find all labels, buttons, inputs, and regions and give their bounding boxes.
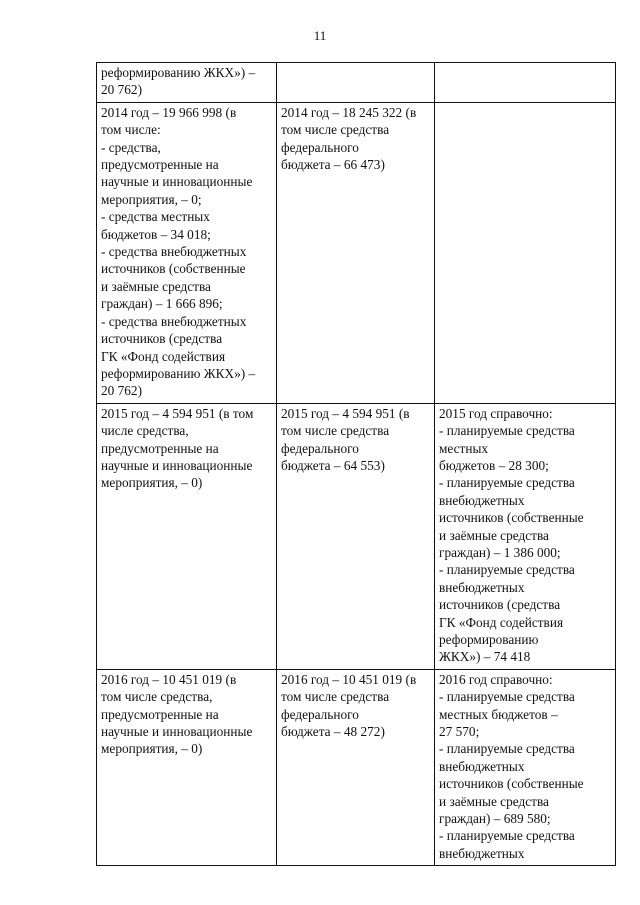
cell-text-line: том числе средства, <box>101 689 213 705</box>
cell-text-line: мероприятия, – 0; <box>101 191 202 207</box>
table-cell <box>97 403 277 669</box>
cell-text-line: бюджета – 48 272) <box>281 724 385 740</box>
cell-text-line: бюджета – 66 473) <box>281 157 385 173</box>
page-number: 11 <box>313 28 327 43</box>
cell-text-line: реформированию ЖКХ») – <box>101 365 256 381</box>
cell-text-line: - средства внебюджетных <box>101 313 247 329</box>
cell-text-line: источников (средства <box>439 597 561 613</box>
cell-text-line: источников (средства <box>101 331 223 347</box>
cell-text-line: - планируемые средства <box>439 562 575 578</box>
cell-text-line: 2016 год – 10 451 019 (в <box>101 671 237 687</box>
cell-text-line: числе средства, <box>101 423 189 439</box>
cell-text-line: 20 762) <box>101 383 142 399</box>
table-row <box>97 669 616 865</box>
cell-text-line: источников (собственные <box>101 261 246 277</box>
cell-text-line: - планируемые средства <box>439 828 575 844</box>
cell-text-line: федерального <box>281 139 359 155</box>
cell-text-line: 2015 год – 4 594 951 (в том <box>101 405 254 421</box>
cell-text-line: - средства местных <box>101 209 210 225</box>
cell-text-line: 20 762) <box>101 82 142 98</box>
cell-text-line: - средства, <box>101 139 161 155</box>
table-cell <box>277 102 435 403</box>
cell-text-line: местных бюджетов – <box>439 706 558 722</box>
table-cell <box>277 63 435 103</box>
table-cell <box>435 669 616 865</box>
cell-text-line: граждан) – 689 580; <box>439 811 551 827</box>
cell-text-line: местных <box>439 440 489 456</box>
table-cell <box>97 669 277 865</box>
cell-text-line: 2014 год – 19 966 998 (в <box>101 104 237 120</box>
cell-text-line: - средства внебюджетных <box>101 244 247 260</box>
cell-text-line: бюджетов – 34 018; <box>101 226 211 242</box>
cell-text-line: том числе средства <box>281 122 390 138</box>
cell-text-line: - планируемые средства <box>439 475 575 491</box>
cell-text-line: 2014 год – 18 245 322 (в <box>281 104 417 120</box>
cell-text-line: бюджетов – 28 300; <box>439 457 549 473</box>
cell-text-line: - планируемые средства <box>439 741 575 757</box>
cell-text-line: том числе средства <box>281 423 390 439</box>
table-cell <box>97 102 277 403</box>
budget-table-body <box>97 63 616 866</box>
table-cell <box>435 63 616 103</box>
cell-text-line: реформированию <box>439 632 539 647</box>
table-row <box>97 403 616 669</box>
cell-text-line: предусмотренные на <box>101 706 219 722</box>
table-row <box>97 63 616 103</box>
cell-text-line: научные и инновационные <box>101 174 253 190</box>
table-cell <box>97 63 277 103</box>
cell-text-line: мероприятия, – 0) <box>101 475 203 491</box>
cell-text-line: источников (собственные <box>439 510 584 526</box>
budget-table <box>96 62 616 866</box>
cell-text-line: 2015 год – 4 594 951 (в <box>281 405 410 421</box>
table-cell <box>277 403 435 669</box>
cell-text-line: 2016 год – 10 451 019 (в <box>281 671 417 687</box>
cell-text-line: ГК «Фонд содействия <box>101 348 226 364</box>
cell-text-line: том числе: <box>101 122 161 138</box>
cell-text-line: ГК «Фонд содействия <box>439 614 564 630</box>
cell-text-line: 27 570; <box>439 724 480 740</box>
cell-text-line: 2015 год справочно: <box>439 405 553 421</box>
table-cell <box>435 403 616 669</box>
cell-text-line: предусмотренные на <box>101 440 219 456</box>
cell-text-line: граждан) – 1 666 896; <box>101 296 223 312</box>
cell-text-line: - планируемые средства <box>439 689 575 705</box>
cell-text-line: ЖКХ») – 74 418 <box>439 649 531 665</box>
cell-text-line: научные и инновационные <box>101 724 253 740</box>
cell-text-line: мероприятия, – 0) <box>101 741 203 757</box>
cell-text-line: федерального <box>281 440 359 456</box>
cell-text-line: предусмотренные на <box>101 157 219 173</box>
cell-text-line: внебюджетных <box>439 579 525 595</box>
cell-text-line: 2016 год справочно: <box>439 671 553 687</box>
cell-text-line: источников (собственные <box>439 776 584 792</box>
cell-text-line: бюджета – 64 553) <box>281 457 385 473</box>
cell-text-line: внебюджетных <box>439 492 525 508</box>
cell-text-line: научные и инновационные <box>101 457 253 473</box>
cell-text-line: внебюджетных <box>439 758 525 774</box>
table-row <box>97 102 616 403</box>
table-cell <box>277 669 435 865</box>
cell-text-line: и заёмные средства <box>439 793 549 809</box>
cell-text-line: реформированию ЖКХ») – <box>101 65 256 80</box>
cell-text-line: и заёмные средства <box>101 278 211 294</box>
cell-text-line: том числе средства <box>281 689 390 705</box>
cell-text-line: граждан) – 1 386 000; <box>439 544 561 560</box>
cell-text-line: и заёмные средства <box>439 527 549 543</box>
table-cell <box>435 102 616 403</box>
cell-text-line: - планируемые средства <box>439 423 575 439</box>
cell-text-line: федерального <box>281 706 359 722</box>
cell-text-line: внебюджетных <box>439 845 525 861</box>
